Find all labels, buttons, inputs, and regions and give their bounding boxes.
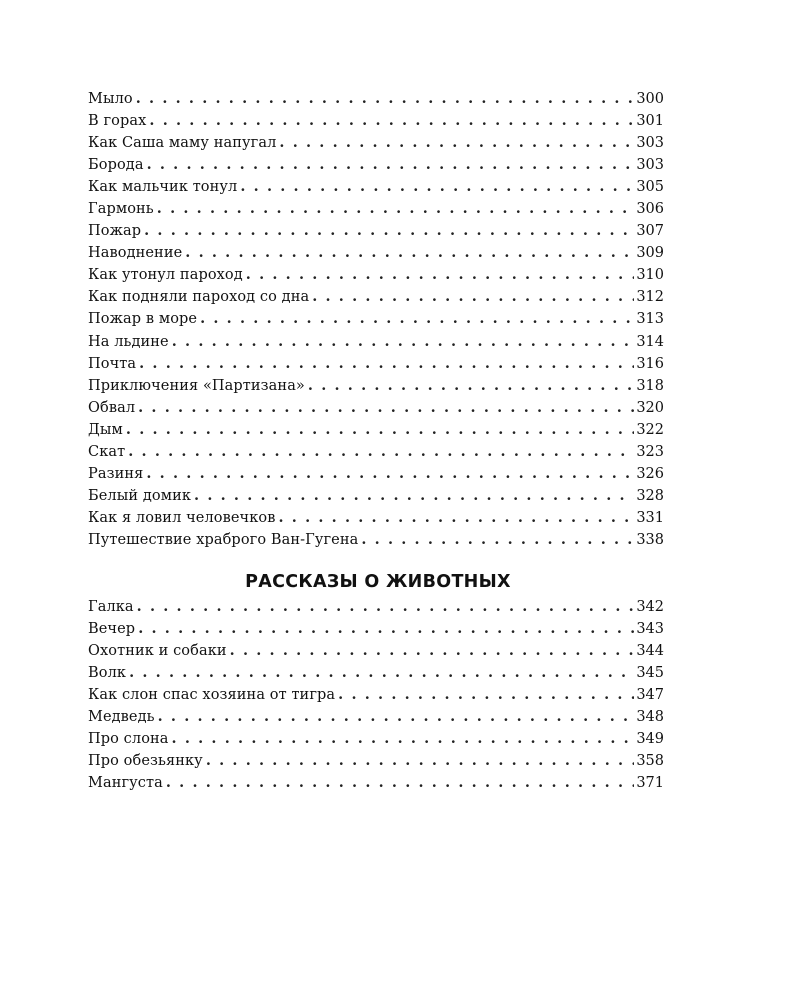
toc-leader-dots	[246, 264, 635, 286]
toc-entry-page: 301	[636, 113, 664, 130]
toc-entry-page: 305	[636, 179, 664, 196]
toc-leader-dots	[172, 331, 635, 353]
toc-entry-page: 322	[636, 421, 664, 438]
section-heading: РАССКАЗЫ О ЖИВОТНЫХ	[245, 571, 511, 592]
toc-entry-title: Волк	[88, 665, 127, 682]
toc-entry	[88, 353, 664, 375]
toc-entry	[88, 264, 664, 286]
toc-leader-dots	[338, 684, 634, 706]
toc-entry-title: На льдине	[88, 333, 169, 350]
toc-leader-dots	[126, 419, 634, 441]
toc-leader-dots	[200, 308, 634, 330]
toc-entry-title: Как Саша маму напугал	[88, 135, 277, 152]
toc-entry-title: Пожар в море	[88, 311, 198, 328]
toc-entry	[88, 397, 664, 419]
toc-entry	[88, 198, 664, 220]
toc-entry-page: 306	[636, 201, 664, 218]
toc-entry	[88, 684, 664, 706]
toc-entry-title: В горах	[88, 113, 147, 130]
toc-entry	[88, 176, 664, 198]
toc-entry-page: 349	[636, 731, 664, 748]
toc-leader-dots	[308, 375, 634, 397]
toc-entry	[88, 132, 664, 154]
toc-entry-page: 313	[636, 311, 664, 328]
toc-entry-page: 312	[636, 289, 664, 306]
toc-entry	[88, 419, 664, 441]
toc-leader-dots	[129, 662, 634, 684]
toc-entry-title: Наводнение	[88, 245, 183, 262]
toc-entry-title: Мангуста	[88, 775, 163, 792]
toc-entry-title: Про обезьянку	[88, 753, 203, 770]
toc-entry-title: Вечер	[88, 621, 136, 638]
toc-leader-dots	[172, 728, 635, 750]
toc-leader-dots	[166, 772, 634, 794]
toc-entry-title: Про слона	[88, 731, 169, 748]
toc-entry	[88, 110, 664, 132]
toc-entry-title: Как утонул пароход	[88, 267, 243, 284]
toc-entry-page: 328	[636, 487, 664, 504]
toc-entry	[88, 242, 664, 264]
toc-leader-dots	[157, 198, 635, 220]
toc-entry-title: Медведь	[88, 709, 155, 726]
toc-entry-title: Белый домик	[88, 487, 192, 504]
toc-entry	[88, 286, 664, 308]
toc-leader-dots	[146, 463, 634, 485]
toc-entry	[88, 618, 664, 640]
toc-entry-title: Галка	[88, 598, 134, 615]
toc-entry-page: 309	[636, 245, 664, 262]
toc-entry-page: 371	[636, 775, 664, 792]
toc-entry-page: 331	[636, 509, 664, 526]
toc-list-section-2	[88, 596, 664, 794]
toc-entry	[88, 485, 664, 507]
toc-entry-title: Борода	[88, 157, 144, 174]
toc-entry-page: 307	[636, 223, 664, 240]
toc-entry	[88, 728, 664, 750]
toc-entry-page: 344	[636, 643, 664, 660]
toc-entry	[88, 662, 664, 684]
toc-leader-dots	[139, 353, 634, 375]
toc-entry-page: 358	[636, 753, 664, 770]
toc-entry	[88, 706, 664, 728]
toc-leader-dots	[158, 706, 635, 728]
toc-entry-page: 342	[636, 598, 664, 615]
toc-entry-page: 338	[636, 531, 664, 548]
toc-leader-dots	[149, 110, 634, 132]
toc-entry	[88, 308, 664, 330]
toc-entry-page: 318	[636, 377, 664, 394]
toc-entry-page: 343	[636, 621, 664, 638]
toc-entry	[88, 441, 664, 463]
toc-entry-page: 323	[636, 443, 664, 460]
toc-entry-title: Как слон спас хозяина от тигра	[88, 687, 336, 704]
toc-leader-dots	[230, 640, 635, 662]
toc-entry	[88, 640, 664, 662]
toc-entry	[88, 220, 664, 242]
toc-entry-title: Как мальчик тонул	[88, 179, 238, 196]
toc-entry-page: 347	[636, 687, 664, 704]
toc-leader-dots	[312, 286, 634, 308]
toc-leader-dots	[279, 132, 634, 154]
toc-entry	[88, 772, 664, 794]
toc-leader-dots	[206, 750, 634, 772]
toc-leader-dots	[240, 176, 634, 198]
toc-leader-dots	[194, 485, 634, 507]
toc-leader-dots	[185, 242, 634, 264]
toc-entry-title: Скат	[88, 443, 126, 460]
toc-entry-title: Как я ловил человечков	[88, 509, 276, 526]
toc-leader-dots	[138, 397, 634, 419]
toc-leader-dots	[136, 88, 635, 110]
toc-leader-dots	[128, 441, 634, 463]
toc-entry-title: Обвал	[88, 399, 136, 416]
toc-entry-title: Пожар	[88, 223, 142, 240]
toc-list-section-1	[88, 88, 664, 551]
toc-entry	[88, 596, 664, 618]
toc-entry-page: 316	[636, 355, 664, 372]
toc-entry-title: Приключения «Партизана»	[88, 377, 305, 394]
toc-entry	[88, 507, 664, 529]
toc-entry-page: 326	[636, 465, 664, 482]
toc-entry	[88, 88, 664, 110]
toc-leader-dots	[361, 529, 634, 551]
toc-entry-title: Как подняли пароход со дна	[88, 289, 310, 306]
toc-leader-dots	[278, 507, 634, 529]
toc-leader-dots	[144, 220, 634, 242]
toc-entry-page: 320	[636, 399, 664, 416]
toc-entry-page: 303	[636, 135, 664, 152]
toc-entry-title: Разиня	[88, 465, 144, 482]
toc-entry	[88, 154, 664, 176]
toc-entry-title: Дым	[88, 421, 123, 438]
toc-entry	[88, 463, 664, 485]
toc-entry-page: 314	[636, 333, 664, 350]
toc-entry-title: Мыло	[88, 91, 133, 107]
toc-entry-page: 348	[636, 709, 664, 726]
toc-entry	[88, 375, 664, 397]
toc-leader-dots	[137, 596, 635, 618]
toc-entry	[88, 750, 664, 772]
toc-entry-page: 345	[636, 665, 664, 682]
toc-entry-page: 300	[636, 91, 664, 107]
toc-entry-page: 303	[636, 157, 664, 174]
toc-entry-title: Гармонь	[88, 201, 154, 218]
table-of-contents-page	[88, 88, 664, 794]
toc-entry-title: Охотник и собаки	[88, 643, 227, 660]
toc-leader-dots	[147, 154, 635, 176]
toc-entry-page: 310	[636, 267, 664, 284]
toc-leader-dots	[138, 618, 634, 640]
toc-entry	[88, 331, 664, 353]
toc-entry-title: Путешествие храброго Ван-Гугена	[88, 531, 359, 548]
toc-entry-title: Почта	[88, 355, 137, 372]
toc-entry	[88, 529, 664, 551]
